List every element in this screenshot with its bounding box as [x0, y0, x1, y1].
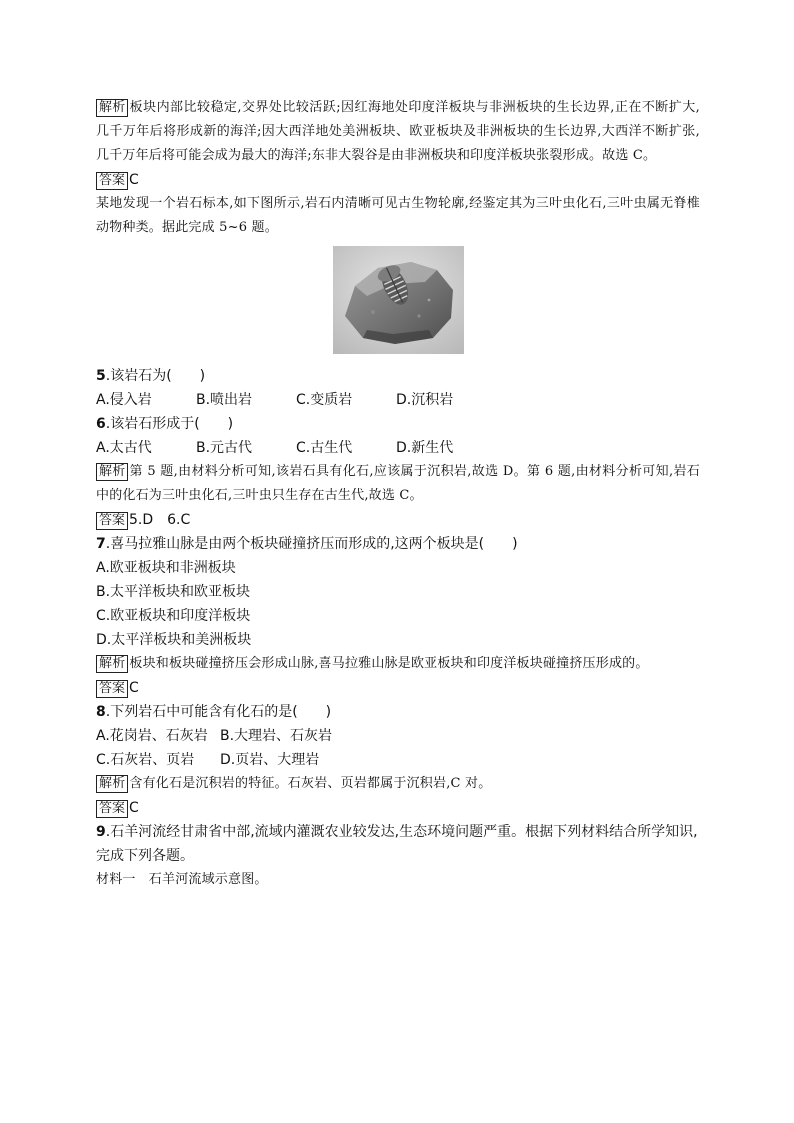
- option-d: D.沉积岩: [396, 392, 454, 408]
- document-page: [96, 96, 700, 892]
- fossil-figure: [96, 246, 700, 354]
- question-5-options: [96, 388, 700, 412]
- question-7: [96, 532, 700, 556]
- analysis-text: 第 5 题,由材料分析可知,该岩石具有化石,应该属于沉积岩,故选 D。第 6 题,由材料分析可知,岩石中的化石为三叶虫化石,三叶虫只生存在古生代,故选 C。: [96, 464, 700, 503]
- trilobite-fossil-photo: [333, 246, 464, 354]
- question-stem: .喜马拉雅山脉是由两个板块碰撞挤压而形成的,这两个板块是( ): [105, 536, 518, 552]
- question-number: 6: [96, 416, 106, 432]
- option-a: A.侵入岩: [96, 392, 152, 408]
- question-number: 9: [96, 824, 106, 840]
- material-intro: 某地发现一个岩石标本,如下图所示,岩石内清晰可见古生物轮廓,经鉴定其为三叶虫化石,三叶虫属无脊椎动物种类。据此完成 5~6 题。: [96, 196, 700, 235]
- option-c: C.欧亚板块和印度洋板块: [96, 608, 251, 624]
- option-b: B.元古代: [196, 440, 253, 456]
- question-8-options-row-1: [96, 724, 700, 748]
- answer-text: 5.D 6.C: [129, 512, 191, 528]
- answer-line: [96, 508, 700, 532]
- analysis-tag: 解析: [96, 463, 128, 481]
- option-a: A.花岗岩、石灰岩: [96, 728, 208, 744]
- option-b: B.大理岩、石灰岩: [220, 728, 333, 744]
- question-number: 5: [96, 368, 106, 384]
- analysis-text: 含有化石是沉积岩的特征。石灰岩、页岩都属于沉积岩,C 对。: [129, 776, 492, 791]
- question-stem: .下列岩石中可能含有化石的是( ): [105, 704, 332, 720]
- answer-tag: 答案: [96, 172, 128, 190]
- option-b: B.太平洋板块和欧亚板块: [96, 584, 251, 600]
- question-8-options-row-2: [96, 748, 700, 772]
- question-9: [96, 820, 700, 868]
- answer-line: [96, 676, 700, 700]
- answer-text: C: [129, 800, 139, 816]
- analysis-tag: 解析: [96, 99, 128, 117]
- answer-tag: 答案: [96, 512, 128, 530]
- option-c: C.古生代: [296, 440, 353, 456]
- question-6-options: [96, 436, 700, 460]
- option-d: D.页岩、大理岩: [220, 752, 320, 768]
- analysis-paragraph: [96, 652, 700, 676]
- analysis-text: 板块内部比较稳定,交界处比较活跃;因红海地处印度洋板块与非洲板块的生长边界,正在不断扩大,几千万年后将形成新的海洋;因大西洋地处美洲板块、欧亚板块及非洲板块的生长边界,大西洋不断扩张,几千万年后将可能会成为最大的海洋;东非大裂谷是由非洲板块和印度洋板块张裂形成。故选 C。: [96, 100, 700, 163]
- answer-line: [96, 796, 700, 820]
- question-stem: .该岩石为( ): [105, 368, 206, 384]
- trilobite-fossil-image: [333, 246, 464, 354]
- question-number: 8: [96, 704, 106, 720]
- analysis-paragraph: [96, 96, 700, 168]
- question-6: [96, 412, 700, 436]
- answer-line: [96, 168, 700, 192]
- option-d: D.新生代: [396, 440, 454, 456]
- option-a: A.欧亚板块和非洲板块: [96, 560, 236, 576]
- answer-text: C: [129, 680, 139, 696]
- option-c: C.石灰岩、页岩: [96, 752, 195, 768]
- analysis-tag: 解析: [96, 655, 128, 673]
- question-number: 7: [96, 536, 106, 552]
- material-1-caption: 材料一 石羊河流域示意图。: [96, 872, 268, 887]
- answer-text: C: [129, 172, 139, 188]
- question-stem: .石羊河流经甘肃省中部,流域内灌溉农业较发达,生态环境问题严重。根据下列材料结合所学知识,完成下列各题。: [96, 824, 698, 864]
- analysis-tag: 解析: [96, 775, 128, 793]
- analysis-text: 板块和板块碰撞挤压会形成山脉,喜马拉雅山脉是欧亚板块和印度洋板块碰撞挤压形成的。: [129, 656, 649, 671]
- question-5: [96, 364, 700, 388]
- option-a: A.太古代: [96, 440, 152, 456]
- answer-tag: 答案: [96, 680, 128, 698]
- analysis-paragraph: [96, 772, 700, 796]
- analysis-paragraph: [96, 460, 700, 508]
- option-d: D.太平洋板块和美洲板块: [96, 632, 252, 648]
- question-stem: .该岩石形成于( ): [105, 416, 234, 432]
- option-b: B.喷出岩: [196, 392, 253, 408]
- option-c: C.变质岩: [296, 392, 353, 408]
- answer-tag: 答案: [96, 800, 128, 818]
- question-8: [96, 700, 700, 724]
